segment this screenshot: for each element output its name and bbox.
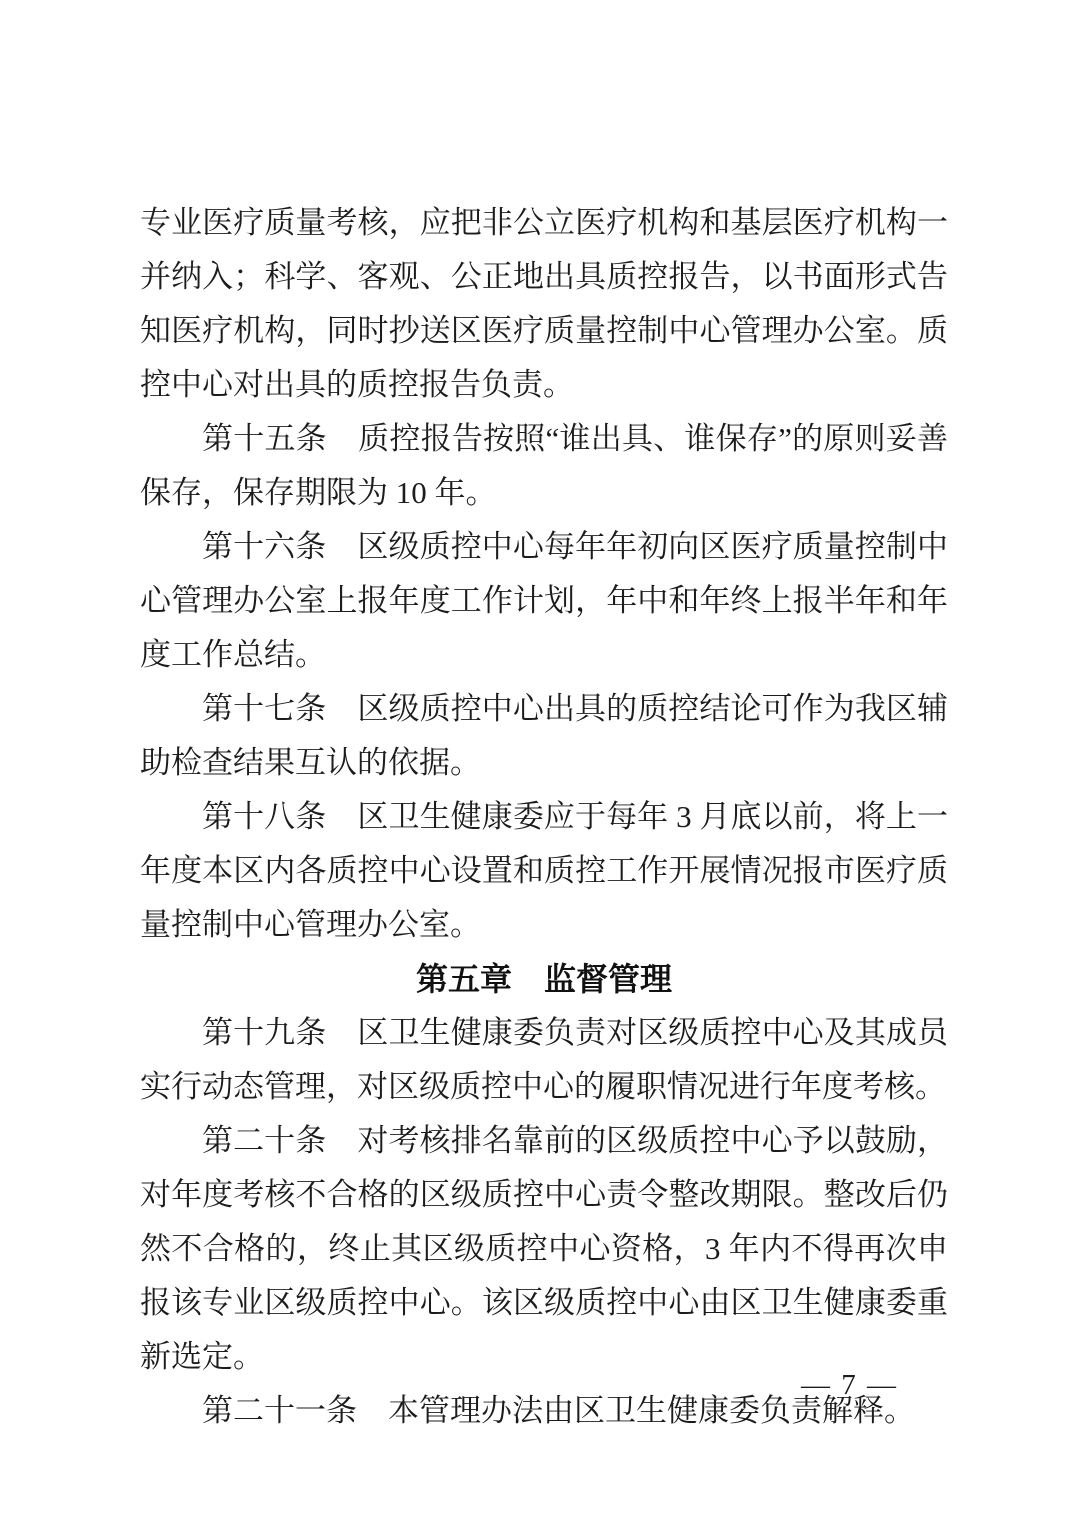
page-number: — 7 —	[801, 1369, 898, 1401]
paragraph-continuation-article-14: 专业医疗质量考核，应把非公立医疗机构和基层医疗机构一并纳入；科学、客观、公正地出具质控报告，以书面形式告知医疗机构，同时抄送区医疗质量控制中心管理办公室。质控中心对出具的质控报告负责。	[140, 205, 948, 402]
paragraph-article-20: 第二十条 对考核排名靠前的区级质控中心予以鼓励，对年度考核不合格的区级质控中心责令整改期限。整改后仍然不合格的，终止其区级质控中心资格，3 年内不得再次申报该专业区级质控中心。该区级质控中心由区卫生健康委重新选定。	[140, 1123, 948, 1374]
paragraph-article-15: 第十五条 质控报告按照“谁出具、谁保存”的原则妥善保存，保存期限为 10 年。	[140, 421, 948, 510]
paragraph-article-21: 第二十一条 本管理办法由区卫生健康委负责解释。	[202, 1393, 915, 1428]
paragraph-article-16: 第十六条 区级质控中心每年年初向区医疗质量控制中心管理办公室上报年度工作计划，年中和年终上报半年和年度工作总结。	[140, 529, 948, 672]
paragraph-article-17: 第十七条 区级质控中心出具的质控结论可作为我区辅助检查结果互认的依据。	[140, 691, 948, 780]
paragraph-article-19: 第十九条 区卫生健康委负责对区级质控中心及其成员实行动态管理，对区级质控中心的履职情况进行年度考核。	[140, 1015, 948, 1104]
paragraph-article-18: 第十八条 区卫生健康委应于每年 3 月底以前，将上一年度本区内各质控中心设置和质控工作开展情况报市医疗质量控制中心管理办公室。	[140, 799, 948, 942]
document-body	[140, 196, 948, 1438]
chapter-heading: 第五章 监督管理	[415, 961, 672, 997]
